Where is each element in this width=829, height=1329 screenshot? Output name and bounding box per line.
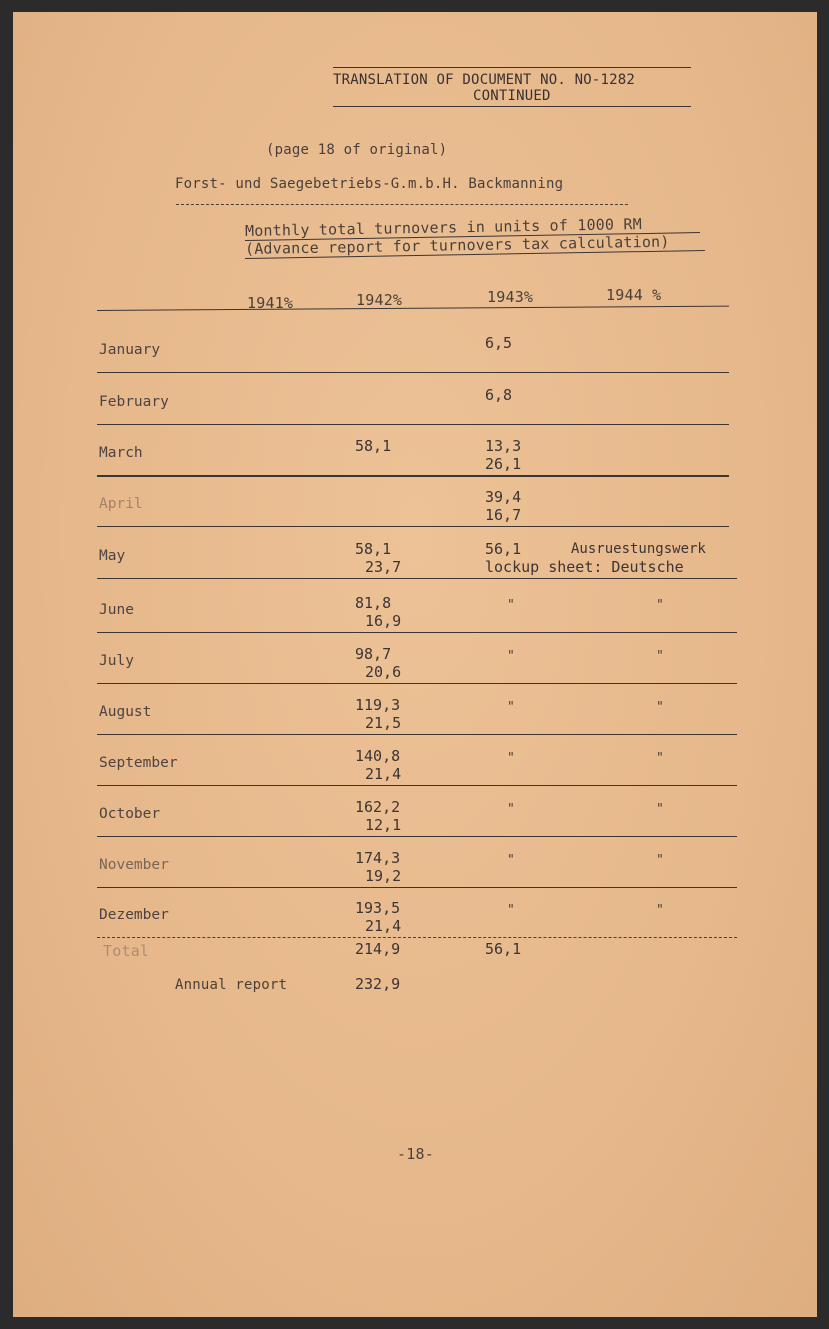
document-page (13, 12, 817, 1317)
ditto-1944: " (656, 751, 664, 766)
row-separator (97, 734, 737, 735)
ditto-1944: " (656, 853, 664, 868)
value-1942-a: 58,1 (355, 437, 392, 455)
value-1942-a: 174,3 (355, 849, 401, 867)
header-rule-bottom (333, 106, 691, 107)
value-1943-a: 13,3 (485, 437, 522, 455)
subtitle-line1: Monthly total turnovers in units of 1000 RM (244, 215, 643, 240)
month-label: February (99, 394, 169, 410)
row-separator (97, 683, 737, 684)
value-1943-b: lockup sheet: Deutsche (485, 558, 684, 576)
value-1942-b: 21,4 (365, 917, 402, 935)
month-label: August (99, 704, 152, 720)
header-title: TRANSLATION OF DOCUMENT NO. NO-1282 (333, 72, 636, 88)
value-1943-a: 56,1 (485, 540, 522, 558)
value-1943-b: 26,1 (485, 455, 522, 473)
subtitle-line2: (Advance report for turnovers tax calculation) (244, 232, 670, 258)
row-separator (97, 785, 737, 786)
month-label: April (99, 496, 143, 512)
value-1942-a: 140,8 (355, 747, 401, 765)
row-separator (97, 424, 729, 425)
column-header-1941: 1941% (247, 294, 294, 312)
month-label: July (99, 653, 134, 669)
ditto-1944: " (656, 598, 664, 613)
value-1942-b: 16,9 (365, 612, 402, 630)
ditto-1943: " (507, 903, 515, 918)
value-1942-a: 98,7 (355, 645, 392, 663)
value-1943-a: 39,4 (485, 488, 522, 506)
row-separator (97, 836, 737, 837)
ditto-1943: " (507, 802, 515, 817)
value-1942-a: 193,5 (355, 899, 401, 917)
total-1943: 56,1 (485, 940, 522, 958)
value-1943-a: 6,5 (485, 334, 513, 352)
ditto-1944: " (656, 802, 664, 817)
ditto-1943: " (507, 649, 515, 664)
ditto-1944: " (656, 700, 664, 715)
row-separator (97, 526, 729, 527)
value-1942-b: 21,4 (365, 765, 402, 783)
annual-report-1942: 232,9 (355, 975, 401, 993)
month-label: January (99, 342, 161, 358)
ditto-1944: " (656, 649, 664, 664)
annual-report-label: Annual report (175, 977, 288, 993)
value-1942-b: 23,7 (365, 558, 402, 576)
row-separator (97, 887, 737, 888)
column-header-1942: 1942% (356, 291, 403, 309)
month-label: March (99, 445, 143, 461)
column-header-1943: 1943% (487, 288, 534, 306)
page-number: -18- (397, 1145, 434, 1163)
total-1942: 214,9 (355, 940, 401, 958)
ditto-1943: " (507, 598, 515, 613)
header-rule-top (333, 67, 691, 68)
value-1942-b: 12,1 (365, 816, 402, 834)
value-1942-a: 162,2 (355, 798, 401, 816)
column-header-1944: 1944 % (606, 286, 662, 304)
value-1944: Ausruestungswerk (571, 541, 706, 557)
value-1942-a: 119,3 (355, 696, 401, 714)
company-name: Forst- und Saegebetriebs-G.m.b.H. Backmanning (175, 176, 564, 192)
ditto-1943: " (507, 751, 515, 766)
column-header-rule (97, 306, 729, 311)
page-reference: (page 18 of original) (266, 142, 448, 158)
ditto-1944: " (656, 903, 664, 918)
value-1942-b: 19,2 (365, 867, 402, 885)
row-separator (97, 475, 729, 477)
month-label: November (99, 857, 169, 873)
total-label: Total (103, 942, 150, 960)
row-separator (97, 372, 729, 373)
month-label: Dezember (99, 907, 169, 923)
ditto-1943: " (507, 853, 515, 868)
value-1942-a: 58,1 (355, 540, 392, 558)
value-1943-a: 6,8 (485, 386, 513, 404)
month-label: May (99, 548, 126, 564)
value-1942-b: 21,5 (365, 714, 402, 732)
month-label: June (99, 602, 134, 618)
month-label: September (99, 755, 178, 771)
month-label: October (99, 806, 161, 822)
row-separator (97, 632, 737, 633)
value-1943-b: 16,7 (485, 506, 522, 524)
ditto-1943: " (507, 700, 515, 715)
row-separator (97, 937, 737, 938)
row-separator (97, 578, 737, 579)
header-continued: CONTINUED (473, 88, 551, 104)
value-1942-b: 20,6 (365, 663, 402, 681)
value-1942-a: 81,8 (355, 594, 392, 612)
company-underline (176, 204, 628, 205)
